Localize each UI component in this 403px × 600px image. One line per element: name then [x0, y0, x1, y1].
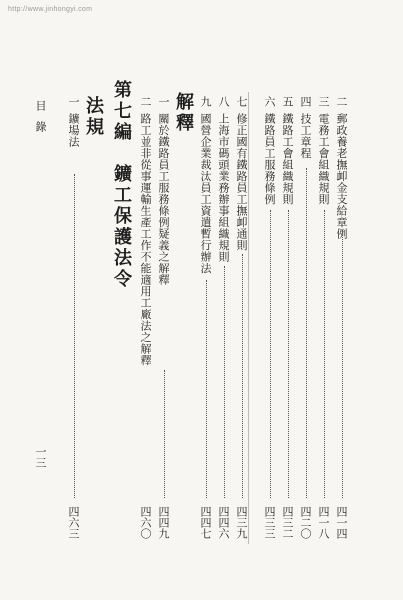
- toc-entry-2: [336, 96, 347, 240]
- part-heading: 第七編 鑛工保護法令: [111, 80, 132, 290]
- entry-title: 上海市碼頭業務辦事組織規則: [217, 113, 230, 263]
- leader-8: [224, 266, 225, 498]
- toc-entry-8: [218, 96, 229, 263]
- entry-number: 二: [139, 96, 152, 107]
- toc-entry-interp-1: [158, 96, 169, 286]
- leader-9: [206, 280, 207, 498]
- folio: 一三: [34, 446, 47, 468]
- entry-number: 六: [263, 96, 276, 107]
- entry-title: 鑛場法: [67, 113, 80, 148]
- page-number: 四六三: [67, 506, 80, 539]
- page-number: 四三九: [235, 506, 248, 539]
- page-number: 四一四: [335, 506, 348, 539]
- entry-title: 鐵路工會組織規則: [281, 113, 294, 205]
- page-number: 四四七: [199, 506, 212, 539]
- toc-entry-interp-2: [140, 96, 151, 366]
- toc-entry-5: [282, 96, 293, 205]
- entry-title: 鐵路員工服務條例: [263, 113, 276, 205]
- page-number: 四六〇: [139, 506, 152, 539]
- section-heading-interpretations: 解釋: [173, 92, 194, 134]
- leader-5: [288, 210, 289, 498]
- entry-number: 一: [67, 96, 80, 107]
- entry-title: 路工並非從事運輸生產工作不能適用工廠法之解釋: [139, 113, 152, 366]
- entry-number: 一: [157, 96, 170, 107]
- leader-law-1: [74, 174, 75, 498]
- leader-2: [342, 230, 343, 498]
- entry-title: 國營企業裁汰員工資遣暫行辦法: [199, 113, 212, 274]
- entry-number: 七: [235, 96, 248, 107]
- laws-heading: 法規: [83, 96, 104, 138]
- entry-title: 郵政養老撫卹金支給章例: [335, 113, 348, 240]
- entry-number: 四: [299, 96, 312, 107]
- entry-title: 關於鐵路員工服務條例疑義之解釋: [157, 113, 170, 286]
- page-number: 四一八: [317, 506, 330, 539]
- leader-7: [242, 254, 243, 498]
- toc-entry-7: [236, 96, 247, 251]
- column-rule: [248, 92, 249, 544]
- leader-6: [270, 210, 271, 498]
- entry-title: 電務工會組織規則: [317, 113, 330, 205]
- toc-entry-3: [318, 96, 329, 205]
- entry-number: 八: [217, 96, 230, 107]
- page-number: 四二〇: [299, 506, 312, 539]
- leader-4: [306, 168, 307, 498]
- leader-3: [324, 210, 325, 498]
- page-number: 四四六: [217, 506, 230, 539]
- watermark: http://www.jinhongyi.com: [8, 6, 93, 13]
- toc-entry-6: [264, 96, 275, 205]
- entry-number: 二: [335, 96, 348, 107]
- toc-entry-law-1: [68, 96, 79, 148]
- toc-entry-4: [300, 96, 311, 159]
- entry-title: 修正國有鐵路員工撫卹通則: [235, 113, 248, 251]
- entry-number: 三: [317, 96, 330, 107]
- toc-entry-9: [200, 96, 211, 274]
- entry-title: 技工章程: [299, 113, 312, 159]
- entry-number: 五: [281, 96, 294, 107]
- page-number: 四四九: [157, 506, 170, 539]
- leader-interp-1: [164, 370, 165, 498]
- running-header: 目錄: [34, 100, 47, 142]
- entry-number: 九: [199, 96, 212, 107]
- page-number: 四三三: [263, 506, 276, 539]
- page-number: 四三二: [281, 506, 294, 539]
